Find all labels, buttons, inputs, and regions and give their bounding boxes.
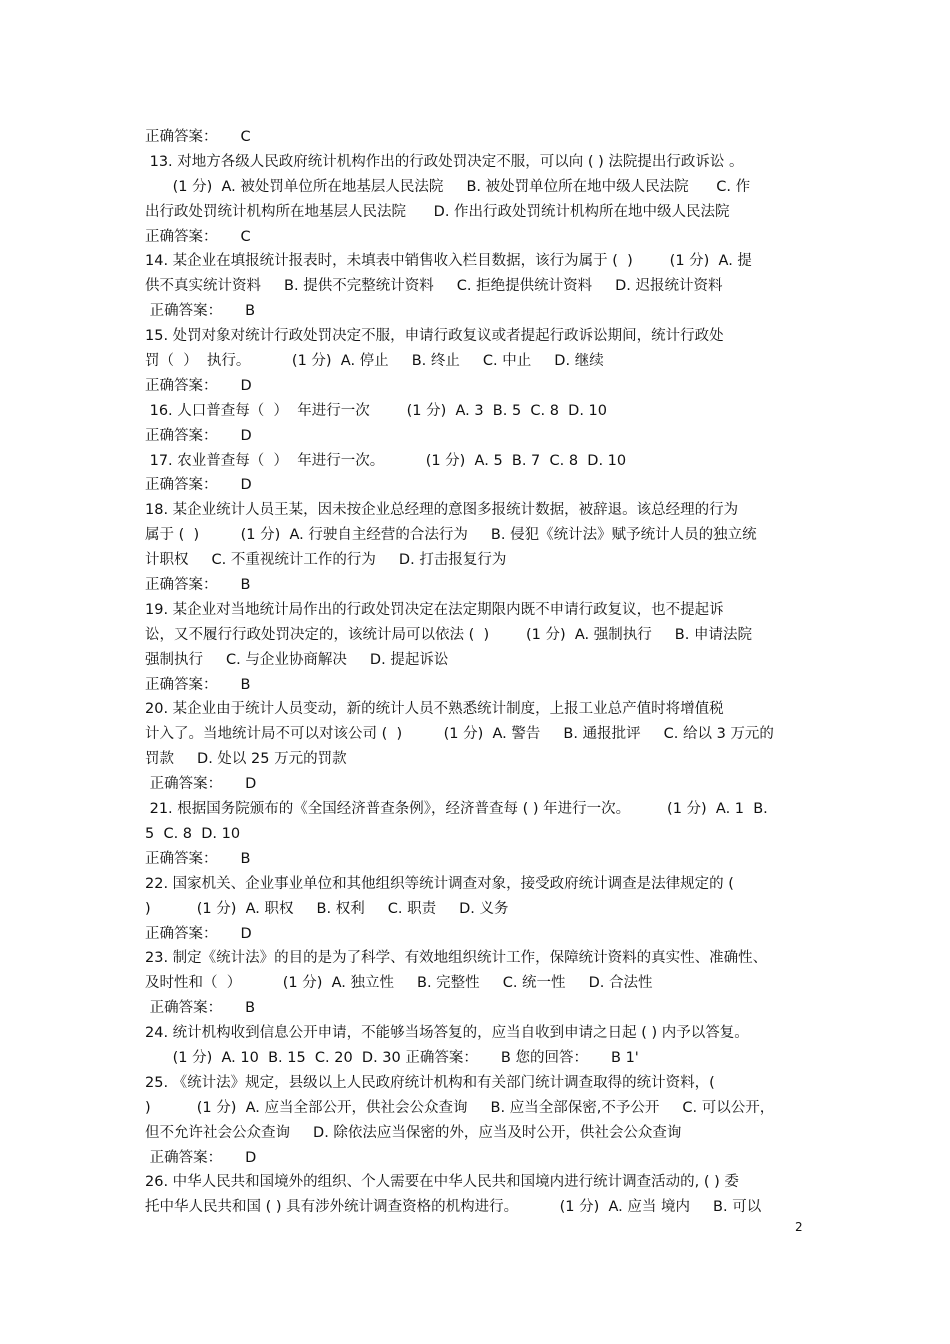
text-line: 罚款 D. 处以 25 万元的罚款 (145, 751, 347, 768)
text-line: 讼，又不履行行政处罚决定的，该统计局可以依法 ( ) (1 分) A. 强制执行 B. 申请法院 (145, 626, 752, 643)
text-line: 计入了。当地统计局不可以对该公司 ( ) (1 分) A. 警告 B. 通报批评 C. 给以 3 万元的 (145, 726, 774, 743)
text-line: 出行政处罚统计机构所在地基层人民法院 D. 作出行政处罚统计机构所在地中级人民法院 (145, 203, 730, 220)
text-line: 13. 对地方各级人民政府统计机构作出的行政处罚决定不服，可以向 ( ) 法院提出行政诉讼 。 (145, 153, 744, 170)
text-line: 5 C. 8 D. 10 (145, 825, 241, 842)
text-line: (1 分) A. 10 B. 15 C. 20 D. 30 正确答案： B 您的回答： B 1' (145, 1049, 639, 1066)
text-line: 21. 根据国务院颁布的《全国经济普查条例》，经济普查每 ( ) 年进行一次。 (1 分) A. 1 B. (145, 801, 768, 818)
text-line: 托中华人民共和国 ( ) 具有涉外统计调查资格的机构进行。 (1 分) A. 应当 境内 B. 可以 (145, 1199, 762, 1216)
text-line: 正确答案： D (145, 776, 257, 793)
text-line: 15. 处罚对象对统计行政处罚决定不服，申请行政复议或者提起行政诉讼期间，统计行政处 (145, 328, 724, 345)
text-line: 罚（ ） 执行。 (1 分) A. 停止 B. 终止 C. 中止 D. 继续 (145, 353, 604, 370)
text-line: 属于 ( ) (1 分) A. 行驶自主经营的合法行为 B. 侵犯《统计法》赋予统计人员的独立统 (145, 527, 757, 544)
text-line: 正确答案： B (145, 1000, 256, 1017)
text-line: 正确答案： B (145, 303, 256, 320)
text-line: 25. 《统计法》规定，县级以上人民政府统计机构和有关部门统计调查取得的统计资料，( (145, 1074, 715, 1091)
text-line: 20. 某企业由于统计人员变动，新的统计人员不熟悉统计制度，上报工业总产值时将增值税 (145, 701, 724, 718)
text-line: 26. 中华人民共和国境外的组织、个人需要在中华人民共和国境内进行统计调查活动的, ( ) 委 (145, 1174, 739, 1191)
text-line: 14. 某企业在填报统计报表时，未填表中销售收入栏目数据，该行为属于 ( ) (1 分) A. 提 (145, 253, 752, 270)
text-line: 正确答案： B (145, 676, 251, 693)
text-line: 供不真实统计资料 B. 提供不完整统计资料 C. 拒绝提供统计资料 D. 迟报统计资料 (145, 278, 723, 295)
text-line: 正确答案： D (145, 377, 252, 394)
text-line: 正确答案： D (145, 477, 252, 494)
text-line: ) (1 分) A. 职权 B. 权利 C. 职责 D. 义务 (145, 900, 509, 917)
text-line: 及时性和（ ） (1 分) A. 独立性 B. 完整性 C. 统一性 D. 合法性 (145, 975, 653, 992)
text-line: 强制执行 C. 与企业协商解决 D. 提起诉讼 (145, 651, 449, 668)
text-line: 24. 统计机构收到信息公开申请，不能够当场答复的，应当自收到申请之日起 ( ) 内予以答复。 (145, 1025, 749, 1042)
question-list (145, 125, 810, 1220)
text-line: 正确答案： C (145, 228, 251, 245)
text-line: 22. 国家机关、企业事业单位和其他组织等统计调查对象，接受政府统计调查是法律规定的 ( (145, 875, 734, 892)
text-line: 正确答案： B (145, 577, 251, 594)
text-line: 16. 人口普查每（ ） 年进行一次 (1 分) A. 3 B. 5 C. 8 D. 10 (145, 402, 608, 419)
text-line: 正确答案： D (145, 925, 252, 942)
text-line: 但不允许社会公众查询 D. 除依法应当保密的外，应当及时公开，供社会公众查询 (145, 1124, 682, 1141)
page-number: 2 (795, 1220, 803, 1234)
text-line: 17. 农业普查每（ ） 年进行一次。 (1 分) A. 5 B. 7 C. 8 D. 10 (145, 452, 627, 469)
text-line: 正确答案： B (145, 850, 251, 867)
text-line: 19. 某企业对当地统计局作出的行政处罚决定在法定期限内既不申请行政复议，也不提起诉 (145, 601, 724, 618)
text-line: 正确答案： D (145, 427, 252, 444)
text-line: 23. 制定《统计法》的目的是为了科学、有效地组织统计工作，保障统计资料的真实性、准确性、 (145, 950, 768, 967)
text-line: 正确答案： C (145, 129, 251, 145)
text-line: 计职权 C. 不重视统计工作的行为 D. 打击报复行为 (145, 552, 507, 569)
text-line: 18. 某企业统计人员王某，因未按企业总经理的意图多报统计数据，被辞退。该总经理的行为 (145, 502, 739, 519)
text-line: 正确答案： D (145, 1149, 257, 1166)
text-line: ) (1 分) A. 应当全部公开，供社会公众查询 B. 应当全部保密,不予公开 C. 可以公开， (145, 1099, 775, 1116)
text-line: (1 分) A. 被处罚单位所在地基层人民法院 B. 被处罚单位所在地中级人民法院 C. 作 (145, 178, 751, 195)
